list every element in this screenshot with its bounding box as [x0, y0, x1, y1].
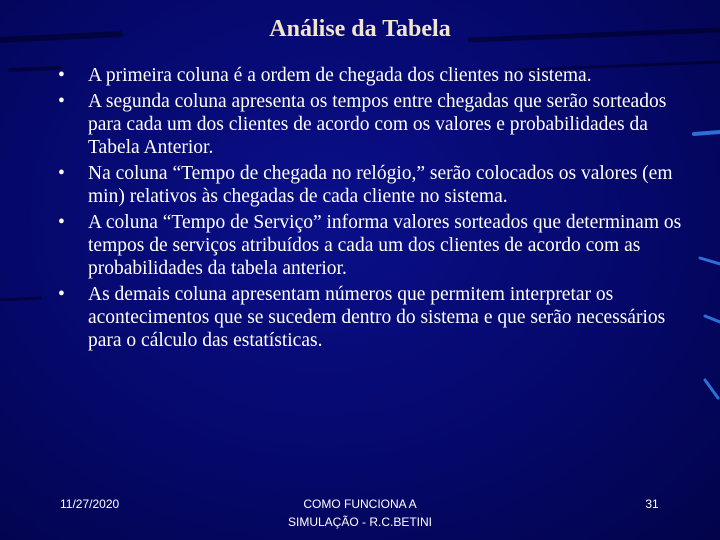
bullet-icon: • [58, 163, 65, 184]
bullet-text: A primeira coluna é a ordem de chegada dos clientes no sistema. [88, 65, 592, 86]
bullet-item [58, 211, 698, 280]
bullet-text: A segunda coluna apresenta os tempos entre chegadas que serão sorteados para cada um dos clientes de acordo com os valores e probabilidades da Tabela Anterior. [88, 91, 667, 158]
footer-title [270, 495, 450, 531]
bullet-text: A coluna “Tempo de Serviço” informa valores sorteados que determinam os tempos de serviços atribuídos a cada um dos clientes de acordo com as probabilidades da tabela anterior. [88, 212, 682, 279]
page-number: 31 [645, 497, 659, 511]
bullet-icon: • [58, 65, 65, 86]
bullet-item [58, 64, 698, 87]
footer-date: 11/27/2020 [60, 497, 120, 511]
footer-title-line: SIMULAÇÃO - R.C.BETINI [287, 515, 433, 529]
bullet-item [58, 162, 698, 208]
bullet-text: As demais coluna apresentam números que permitem interpretar os acontecimentos que se sucedem dentro do sistema e que serão necessários para o cálculo das estatísticas. [88, 284, 666, 351]
bullet-icon: • [58, 212, 65, 233]
bullet-item [58, 283, 698, 352]
bullet-list [58, 64, 698, 355]
bullet-icon: • [58, 284, 65, 305]
bullet-icon: • [58, 91, 65, 112]
bullet-text: Na coluna “Tempo de chegada no relógio,” serão colocados os valores (em min) relativos às chegadas de cada cliente no sistema. [88, 163, 673, 207]
slide-title: Análise da Tabela [269, 16, 451, 42]
bullet-item [58, 90, 698, 159]
footer-title-line: COMO FUNCIONA A [303, 497, 417, 511]
